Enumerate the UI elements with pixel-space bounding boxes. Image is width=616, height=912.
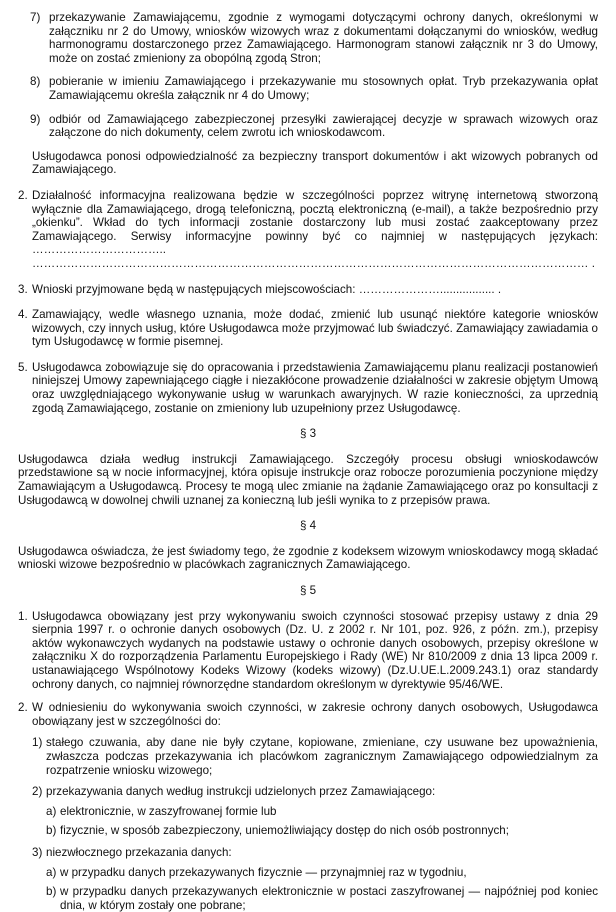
item-number: 4. <box>18 308 28 322</box>
section-heading: § 3 <box>299 427 317 441</box>
item-text: Usługodawca obowiązany jest przy wykonywaniu swoich czynności stosować przepisy ustawy z dnia 29 sierpnia 1997 r. o ochronie danych osobowych (Dz. U. z 2002 r. Nr 101, poz. 926, z późn. zm.), przepisy aktów wykonawczych wydanych na podstawie ustawy o ochronie danych osobowych, przepisy określone w załączniku X do rozporządzenia Parlamentu Europejskiego i Rady (WE) Nr 810/2009 z dnia 13 lipca 2009 r. ustanawiającego Wspólnotowy Kodeks Wizowy (kodeks wizowy) (Dz.U.UE.L.2009.243.1) oraz standardy ochrony danych, co najmniej równorzędne standardom określonym w dyrektywie 95/46/WE. <box>32 609 598 691</box>
paragraph-transport: Usługodawca ponosi odpowiedzialność za bezpieczny transport dokumentów i akt wizowych pobranych od Zamawiającego. <box>32 149 598 177</box>
item-text: w przypadku danych przekazywanych fizycznie — przynajmniej raz w tygodniu, <box>60 865 467 879</box>
item-number: 9) <box>30 112 41 126</box>
item-text: fizycznie, w sposób zabezpieczony, uniemożliwiający dostęp do nich osób postronnych; <box>60 824 509 838</box>
document-page <box>18 0 598 912</box>
item-text: Zamawiający, wedle własnego uznania, może dodać, zmienić lub usunąć niektóre kategorie wniosków wizowych, czy innych usług, które Usługodawca może przyjmować lub świadczyć. Zamawiający zawiadamia o tym Usługodawcę w formie pisemnej. <box>32 308 598 349</box>
list-item <box>18 701 598 728</box>
section-heading: § 5 <box>299 584 317 597</box>
item-number: 2. <box>18 188 28 202</box>
item-text: pobieranie w imieniu Zamawiającego i przekazywanie mu stosownych opłat. Tryb przekazywania opłat Zamawiającemu określa załącznik nr 4 do Umowy; <box>49 75 598 102</box>
item-text: stałego czuwania, aby dane nie były czytane, kopiowane, zmieniane, czy usuwane bez upoważnienia, zwłaszcza podczas przekazywania ich placówkom zagranicznym Zamawiającego odpowiedzialnym za rozpatrzenie wniosku wizowego; <box>46 736 598 777</box>
list-item <box>32 846 598 860</box>
item-number: 8) <box>30 75 41 89</box>
item-number: 1. <box>18 609 28 623</box>
item-text: przekazywanie Zamawiającemu, zgodnie z wymogami dotyczącymi ochrony danych, określonymi w załączniku nr 2 do Umowy, wniosków wizowych wraz z dokumentami dołączanymi do wniosków, według harmonogramu dostarczonego przez Zamawiającego. Harmonogram stanowi załącznik nr 3 do Umowy, może on zostać zmieniony za obopólną zgodą Stron; <box>49 11 598 65</box>
item-text: Usługodawca zobowiązuje się do opracowania i przedstawienia Zamawiającemu planu realizacji postanowień niniejszej Umowy zapewniającego ciągłe i niezakłócone prowadzenie działalności w zakresie objętym Umową oraz uwzględniającego wykonywanie usług w warunkach awaryjnych. W razie konieczności, za uprzednią zgodą Zamawiającego, zostanie on zmieniony lub uzupełniony przez Usługodawcę. <box>32 360 598 415</box>
list-item <box>18 308 598 349</box>
item-number: a) <box>46 865 57 879</box>
list-item <box>32 785 598 799</box>
list-item <box>18 283 598 297</box>
section-text: Usługodawca działa według instrukcji Zamawiającego. Szczegóły procesu obsługi wnioskodawców przedstawione są w nocie informacyjnej, która opisuje instrukcje oraz robocze porozumienia poczynione między Zamawiającym a Usługodawcą. Procesy te mogą ulec zmianie na żądanie Zamawiającego oraz po konsultacji z Usługodawcą w dowolnej chwili uznanej za konieczną lub jeśli wynika to z przepisów prawa. <box>18 452 598 507</box>
item-number: b) <box>46 824 57 838</box>
item-number: 7) <box>30 11 41 24</box>
item-number: 3) <box>32 845 43 859</box>
item-text: w przypadku danych przekazywanych elektronicznie w postaci zaszyfrowanej — najpóźniej pod koniec dnia, w którym zostały one pobrane; <box>60 885 598 912</box>
item-number: 2) <box>32 785 43 799</box>
list-item <box>46 824 598 838</box>
list-item <box>46 866 598 880</box>
item-text: przekazywania danych według instrukcji udzielonych przez Zamawiającego: <box>46 785 436 799</box>
item-number: 5. <box>18 360 28 374</box>
item-number: 1) <box>32 736 43 750</box>
list-item <box>46 805 598 819</box>
section-text: Usługodawca oświadcza, że jest świadomy tego, że zgodnie z kodeksem wizowym wnioskodawcy mogą składać wnioski wizowe bezpośrednio w placówkach zagranicznych Zamawiającego. <box>18 544 598 572</box>
list-item <box>18 189 598 271</box>
list-item <box>46 885 598 912</box>
item-text: Działalność informacyjna realizowana będzie w szczególności poprzez witrynę internetową stworzoną wyłącznie dla Zamawiającego, drogą telefoniczną, pocztą elektroniczną (e-mail), a także bezpośrednio przy „okienku”. Wkład do tych informacji zostanie dostarczony lub musi zostać zaakceptowany przez Zamawiającego. Serwisy informacyjne powinny być co najmniej w następujących językach: …………………………….. ……………………………………………………………………………………………………………………………… . <box>32 188 598 270</box>
item-number: 3. <box>18 282 28 296</box>
item-number: b) <box>46 885 57 899</box>
item-text: Wnioski przyjmowane będą w następujących miejscowościach: …………………................. . <box>32 282 502 296</box>
item-number: 2. <box>18 701 28 715</box>
item-text: niezwłocznego przekazania danych: <box>46 845 232 859</box>
item-text: odbiór od Zamawiającego zabezpieczonej przesyłki zawierającej decyzje w sprawach wizowych oraz załączone do nich dokumenty, celem zwrotu ich wnioskodawcom. <box>49 112 598 140</box>
section-heading: § 4 <box>299 519 317 533</box>
item-number: a) <box>46 804 57 818</box>
list-item <box>30 75 598 102</box>
item-text: elektronicznie, w zaszyfrowanej formie lub <box>60 804 277 818</box>
list-item <box>30 113 598 140</box>
list-item <box>18 610 598 692</box>
list-item <box>30 11 598 65</box>
item-text: W odniesieniu do wykonywania swoich czynności, w zakresie ochrony danych osobowych, Usługodawca obowiązany jest w szczególności do: <box>32 701 598 728</box>
list-item <box>32 736 598 777</box>
list-item <box>18 361 598 415</box>
